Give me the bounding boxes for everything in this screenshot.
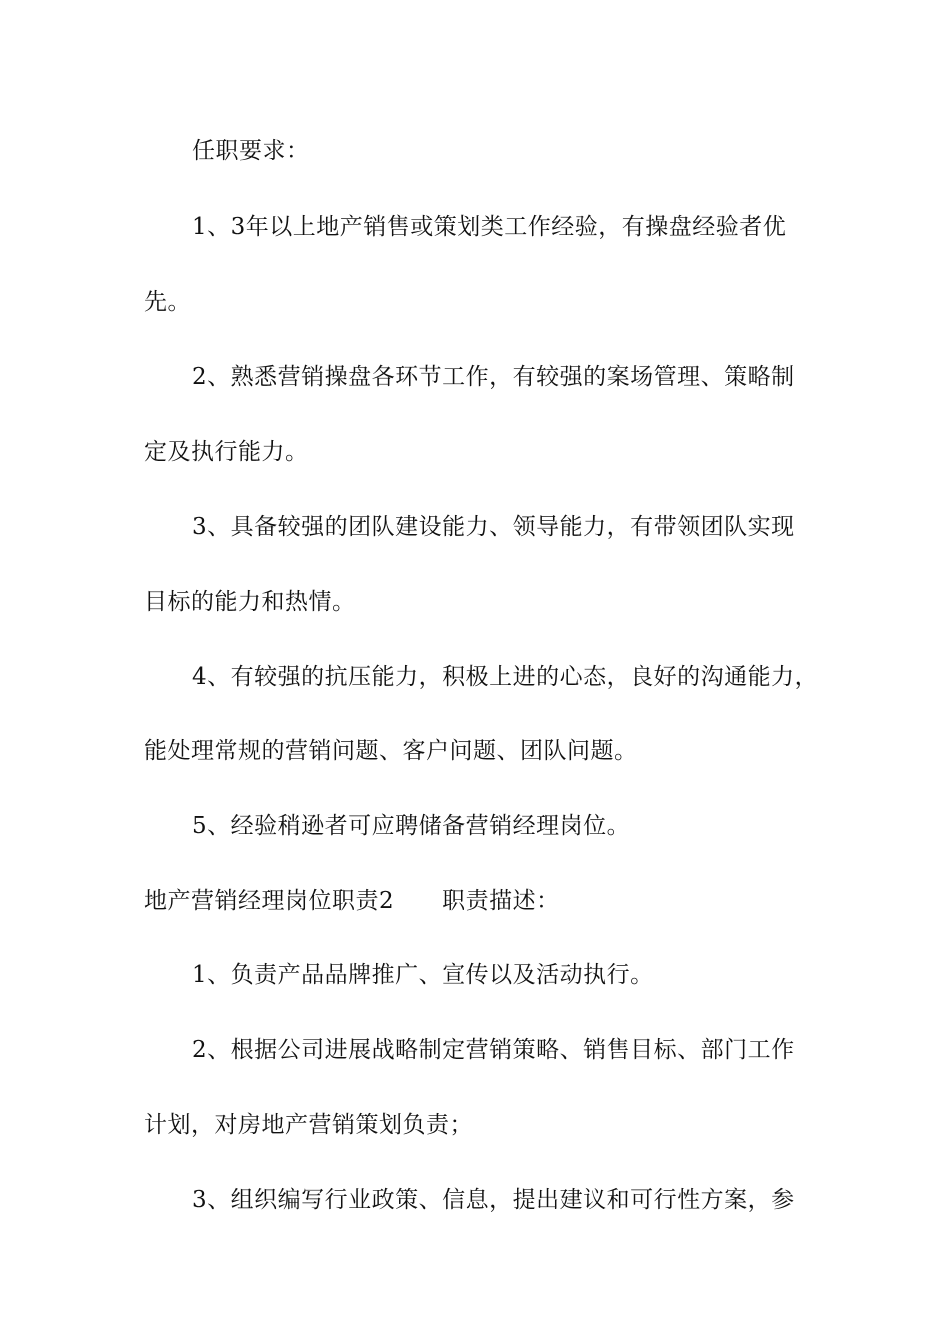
requirement-3-line-2: 目标的能力和热情。	[144, 589, 356, 615]
requirement-3-line-1: 3、具备较强的团队建设能力、领导能力，有带领团队实现	[192, 514, 795, 540]
section-heading: 任职要求：	[192, 138, 310, 164]
duty-2-line-1: 2、根据公司进展战略制定营销策略、销售目标、部门工作	[192, 1037, 795, 1063]
requirement-4-line-1: 4、有较强的抗压能力，积极上进的心态，良好的沟通能力，	[192, 664, 819, 690]
requirement-2-line-2: 定及执行能力。	[144, 439, 309, 465]
requirement-5-line-1: 5、经验稍逊者可应聘储备营销经理岗位。	[192, 813, 631, 839]
duty-2-line-2: 计划，对房地产营销策划负责；	[144, 1112, 473, 1138]
requirement-2-line-1: 2、熟悉营销操盘各环节工作，有较强的案场管理、策略制	[192, 364, 795, 390]
section-2-header	[144, 886, 560, 916]
duty-1-line-1: 1、负责产品品牌推广、宣传以及活动执行。	[192, 962, 654, 988]
duty-3-line-1: 3、组织编写行业政策、信息，提出建议和可行性方案，参	[192, 1187, 795, 1213]
requirement-1-line-1: 1、3年以上地产销售或策划类工作经验，有操盘经验者优	[192, 214, 787, 240]
section-2-title: 地产营销经理岗位职责2	[144, 888, 395, 914]
section-2-subtitle: 职责描述：	[442, 888, 560, 914]
requirement-4-line-2: 能处理常规的营销问题、客户问题、团队问题。	[144, 738, 638, 764]
requirement-1-line-2: 先。	[144, 289, 191, 315]
